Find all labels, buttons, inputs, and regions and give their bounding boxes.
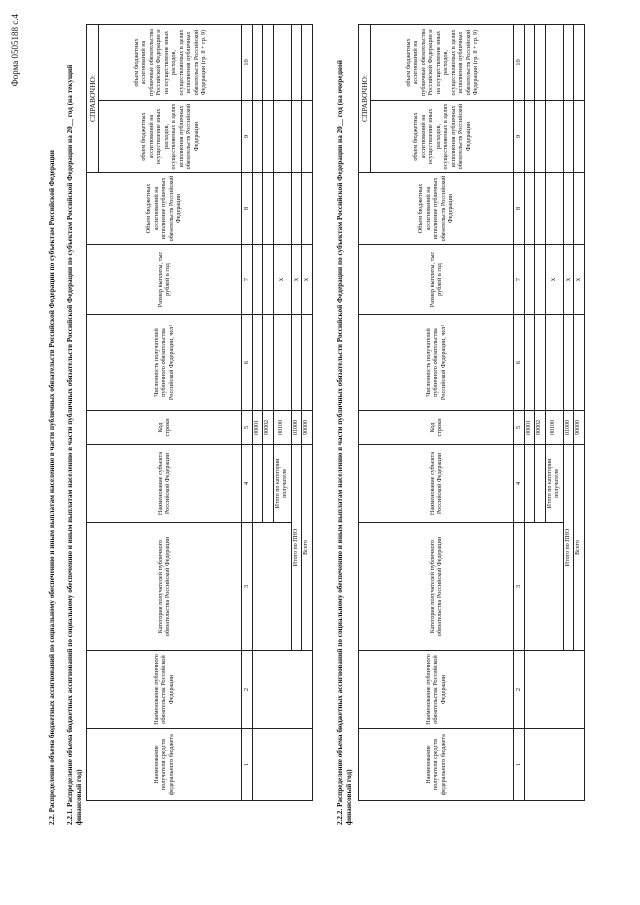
col-3-header: Категория получателей публичного обязательства Российской Федерации [87,523,242,651]
row-x-mark [252,245,263,315]
row-x-mark: x [291,245,302,315]
table-1-title: 2.2.1. Распределение объема бюджетных ассигнований по социальному обеспечению и иным выплатам населению в части публичных обязательств Российской Федерации по субъектам Российской Федерации на 20__ год (на текущий финансовый год) [66,64,83,825]
row-x-mark [263,245,274,315]
section-title: 2.2. Распределение объема бюджетных ассигнований по социальному обеспечению и иным выплатам населению в части публичных обязательств Российской Федерации по субъектам Российской Федерации [48,150,56,825]
col-6-header: Численность получателей публичного обязательства Российской Федерации, чел¹ [359,315,514,411]
data-cell [524,729,584,801]
row-code: 90000 [574,411,585,445]
col-number: 6 [242,315,253,411]
col-5-header: Код строки [87,411,242,445]
data-cell [563,315,574,411]
col-number: 9 [242,101,253,173]
row-code: 01000 [291,411,302,445]
col-1-header: Наименование получателя средств федерального бюджета [87,729,242,801]
col-number: 3 [242,523,253,651]
col-number: 8 [242,173,253,245]
col-number: 2 [242,651,253,729]
data-cell [263,315,274,411]
data-cell [302,101,313,173]
table-2-title: 2.2.2. Распределение объема бюджетных ассигнований по социальному обеспечению и иным выплатам населению в части публичных обязательств Российской Федерации по субъектам Российской Федерации на 20__ год (на очередной финансовый год) [336,60,353,825]
data-cell [545,24,563,100]
col-number: 4 [242,445,253,523]
col-number: 4 [514,445,525,523]
table-2 [358,24,585,801]
data-cell [291,101,302,173]
data-cell [252,315,263,411]
row-code: 01000 [563,411,574,445]
data-cell [302,315,313,411]
col-4-header: Наименование субъекта Российской Федерации [359,445,514,523]
data-cell [252,651,312,729]
data-cell [524,173,535,245]
data-cell [574,173,585,245]
data-cell [563,101,574,173]
data-cell [252,523,291,651]
data-cell [545,101,563,173]
row-label: Всего [302,445,313,651]
row-x-mark: x [302,245,313,315]
row-label: Итого по категории получателя [273,445,291,523]
data-cell [524,523,563,651]
data-cell [563,24,574,100]
col-number: 8 [514,173,525,245]
data-cell [535,101,546,173]
data-cell [535,173,546,245]
data-cell [273,101,291,173]
data-cell [252,24,263,100]
row-code: 00001 [252,411,263,445]
row-code: 00100 [273,411,291,445]
row-label: Итого по ПНО [563,445,574,651]
col-number: 10 [242,24,253,100]
col-8-header: Объем бюджетных ассигнований на исполнение публичных обязательств Российской Федерации [359,173,514,245]
data-cell [302,173,313,245]
row-x-mark: x [574,245,585,315]
data-cell [524,315,535,411]
reference-header: СПРАВОЧНО: [87,24,99,172]
row-code: 00002 [535,411,546,445]
row-x-mark [524,245,535,315]
col-4-header: Наименование субъекта Российской Федерации [87,445,242,523]
row-code: 00100 [545,411,563,445]
data-cell [252,445,263,523]
col-10-header: объем бюджетных ассигнований на публичные обязательства Российской Федерации и на осуществление иных расходов, осуществляемых в целях исполнения публичных обязательств Российской Федерации (гр. 8 + гр. 9) [371,24,514,100]
col-3-header: Категория получателей публичного обязательства Российской Федерации [359,523,514,651]
col-7-header: Размер выплаты, тыс рублей в год [87,245,242,315]
col-1-header: Наименование получателя средств федерального бюджета [359,729,514,801]
col-number: 1 [514,729,525,801]
data-cell [263,173,274,245]
table-1 [86,24,313,801]
data-cell [524,101,535,173]
data-cell [252,173,263,245]
reference-header: СПРАВОЧНО: [359,24,371,172]
col-2-header: Наименование публичного обязательства Российской Федерации [359,651,514,729]
data-cell [574,24,585,100]
row-code: 90000 [302,411,313,445]
row-code: 00001 [524,411,535,445]
data-cell [273,315,291,411]
row-x-mark: x [545,245,563,315]
data-cell [535,315,546,411]
row-x-mark: x [563,245,574,315]
table-row [252,24,263,800]
data-cell [574,315,585,411]
data-cell [545,173,563,245]
col-5-header: Код строки [359,411,514,445]
row-x-mark: x [273,245,291,315]
col-number: 3 [514,523,525,651]
col-number: 10 [514,24,525,100]
col-6-header: Численность получателей публичного обязательства Российской Федерации, чел¹ [87,315,242,411]
data-cell [252,729,312,801]
data-cell [563,173,574,245]
row-label: Итого по категории получателя [545,445,563,523]
table-row [524,24,535,800]
col-number: 6 [514,315,525,411]
data-cell [535,445,546,523]
data-cell [273,173,291,245]
col-9-header: объем бюджетных ассигнований на осуществление иных расходов, осуществляемых в целях исполнения публичных обязательств Российской Федерации [371,101,514,173]
col-number: 7 [514,245,525,315]
data-cell [545,315,563,411]
data-cell [574,101,585,173]
data-cell [524,445,535,523]
col-8-header: Объем бюджетных ассигнований на исполнение публичных обязательств Российской Федерации [87,173,242,245]
data-cell [263,24,274,100]
data-cell [273,24,291,100]
data-cell [535,24,546,100]
row-x-mark [535,245,546,315]
column-numbers-row [514,24,525,800]
data-cell [291,24,302,100]
col-number: 1 [242,729,253,801]
row-label: Всего [574,445,585,651]
data-cell [263,101,274,173]
col-number: 9 [514,101,525,173]
col-9-header: объем бюджетных ассигнований на осуществление иных расходов, осуществляемых в целях исполнения публичных обязательств Российской Федерации [99,101,242,173]
col-2-header: Наименование публичного обязательства Российской Федерации [87,651,242,729]
data-cell [291,315,302,411]
data-cell [302,24,313,100]
col-7-header: Размер выплаты, тыс рублей в год [359,245,514,315]
data-cell [263,445,274,523]
col-number: 5 [514,411,525,445]
data-cell [252,101,263,173]
row-code: 00002 [263,411,274,445]
col-number: 2 [514,651,525,729]
data-cell [524,651,584,729]
col-10-header: объем бюджетных ассигнований на публичные обязательства Российской Федерации и на осуществление иных расходов, осуществляемых в целях исполнения публичных обязательств Российской Федерации (гр. 8 + гр. 9) [99,24,242,100]
col-number: 5 [242,411,253,445]
row-label: Итого по ПНО [291,445,302,651]
data-cell [291,173,302,245]
column-numbers-row [242,24,253,800]
form-number: Форма 0505188 с.4 [10,14,20,87]
col-number: 7 [242,245,253,315]
data-cell [524,24,535,100]
